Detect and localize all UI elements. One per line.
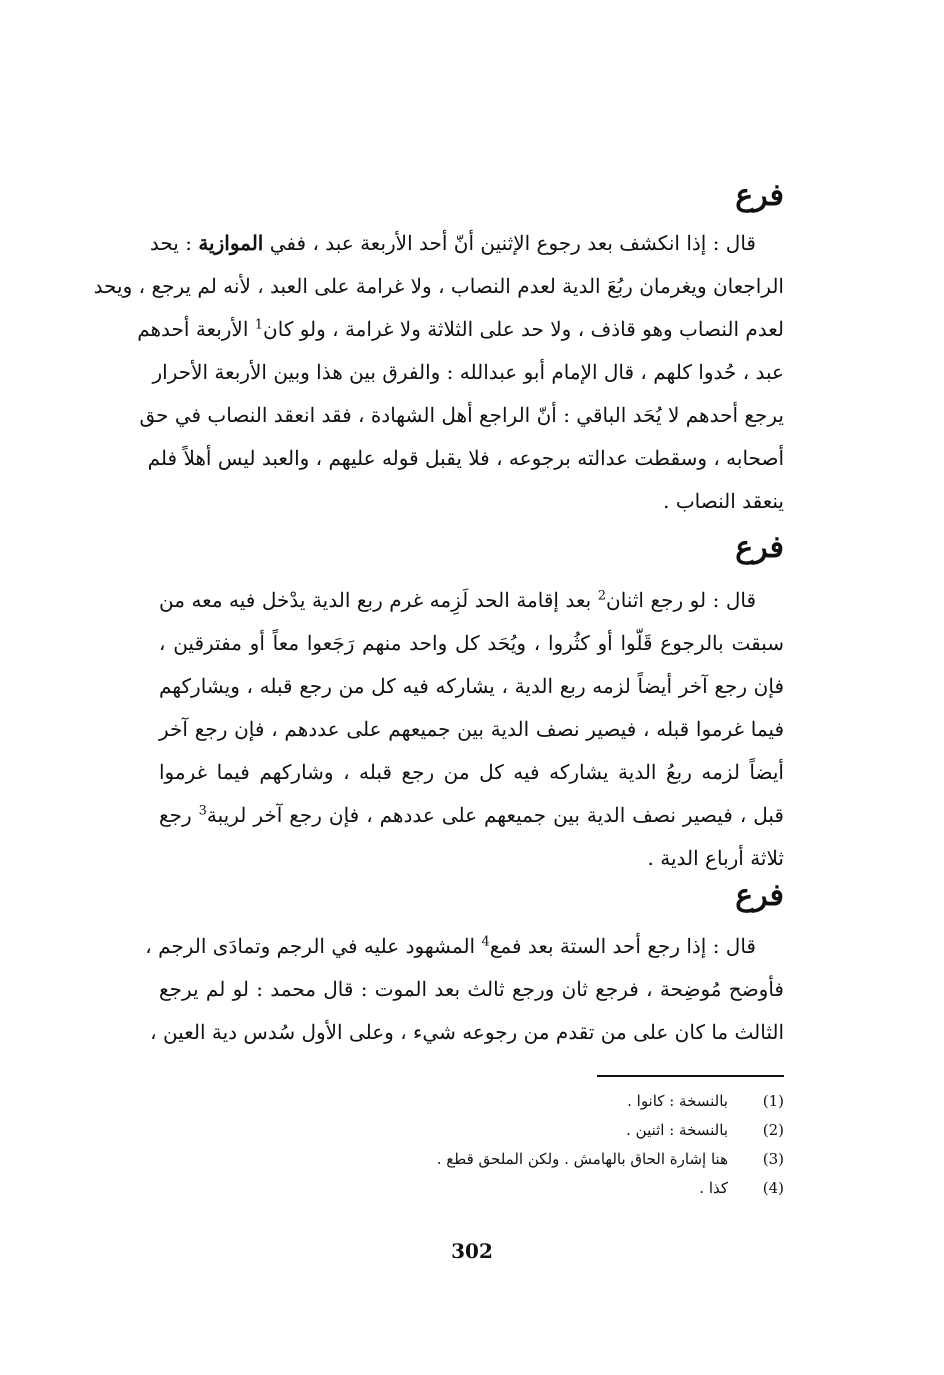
footnote-marker: 3 [198, 803, 207, 819]
section-heading: فرع [735, 530, 784, 565]
text-line: قبل ، فيصير نصف الدية بين جميعهم على عددهم ، فإن رجع آخر لريبة$^3$ رجع [159, 803, 784, 827]
footnote-marker: 1 [254, 317, 264, 333]
footnote-text: بالنسخة : كانوا . [627, 1092, 728, 1110]
footnote-text: كذا . [699, 1179, 728, 1197]
text-line: قال : لو رجع اثنان$^2$ بعد إقامة الحد لَزِمه غرم ربع الدية يدْخل فيه معه من [159, 588, 757, 612]
text-line: قال : إذا انكشف بعد رجوع الإثنين أنّ أحد الأربعة عبد ، ففي الموازية : يحد [149, 231, 756, 255]
footnote-text: بالنسخة : اثنين . [626, 1121, 728, 1139]
footnote-marker: 4 [481, 934, 490, 950]
text-line: فيما غرموا قبله ، فيصير نصف الدية بين جميعهم على عددهم ، فإن رجع آخر [159, 717, 784, 741]
text-line: الراجعان ويغرمان ربُعَ الدية لعدم النصاب ، ولا غرامة على العبد ، لأنه لم يرجع ، ويحد [93, 274, 784, 298]
section-heading: فرع [735, 178, 784, 213]
footnote [159, 1116, 784, 1145]
footnote [159, 1174, 784, 1203]
text-line: أيضاً لزمه ربعُ الدية يشاركه فيه كل من رجع قبله ، وشاركهم فيما غرموا [159, 760, 784, 784]
section-body [93, 222, 784, 523]
footnote-marker: 2 [597, 588, 606, 604]
text-line: عبد ، حُدوا كلهم ، قال الإمام أبو عبدالله : والفرق بين هذا وبين الأربعة الأحرار [152, 360, 784, 384]
section-body [159, 579, 784, 880]
text-line: فأوضح مُوضِحة ، فرجع ثان ورجع ثالث بعد الموت : قال محمد : لو لم يرجع [159, 977, 784, 1001]
text-line: لعدم النصاب وهو قاذف ، ولا حد على الثلاثة ولا غرامة ، ولو كان$^1$ الأربعة أحدهم [137, 317, 784, 341]
text-line: قال : إذا رجع أحد الستة بعد فمع$^4$ المشهود عليه في الرجم وتمادَى الرجم ، [145, 934, 756, 958]
text-line: سبقت بالرجوع قَلّوا أو كثُروا ، ويُحَد كل واحد منهم رَجَعوا معاً أو مفترقين ، [159, 631, 784, 655]
text-line: الثالث ما كان على من تقدم من رجوعه شيء ، وعلى الأول سُدس دية العين ، [150, 1020, 784, 1044]
footnote-number: (1) [762, 1092, 784, 1110]
footnote-number: (3) [762, 1150, 784, 1168]
footnote-text: هنا إشارة الحاق بالهامش . ولكن الملحق قطع . [436, 1150, 728, 1168]
footnotes [159, 1087, 784, 1203]
text-line: ينعقد النصاب . [663, 489, 784, 513]
text-line: فإن رجع آخر أيضاً لزمه ربع الدية ، يشاركه فيه كل من رجع قبله ، ويشاركهم [159, 674, 784, 698]
bold-keyword: الموازية [198, 231, 264, 255]
text-line: أصحابه ، وسقطت عدالته برجوعه ، فلا يقبل قوله عليهم ، والعبد ليس أهلاً فلم [147, 446, 784, 470]
footnote-number: (4) [762, 1179, 784, 1197]
section-body [145, 925, 784, 1054]
footnote [159, 1145, 784, 1174]
page-number: 302 [451, 1239, 493, 1263]
text-line: ثلاثة أرباع الدية . [647, 846, 784, 870]
footnote-number: (2) [762, 1121, 784, 1139]
text-line: يرجع أحدهم لا يُحَد الباقي : أنّ الراجع أهل الشهادة ، فقد انعقد النصاب في حق [139, 403, 784, 427]
footnote-divider [597, 1075, 784, 1077]
footnote [159, 1087, 784, 1116]
section-heading: فرع [735, 878, 784, 913]
